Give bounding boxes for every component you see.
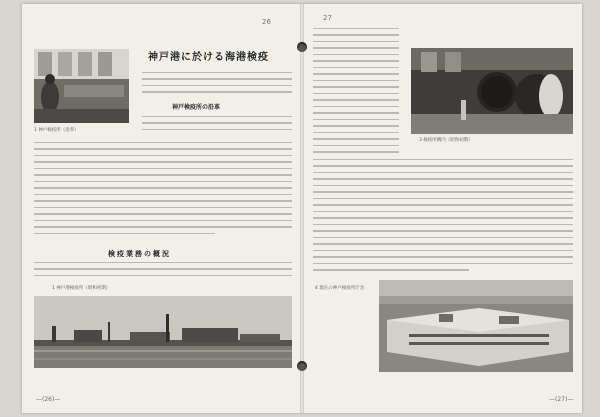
facility-interior-photo (411, 48, 573, 134)
subhead: 神戸検疫所の沿革 (172, 104, 221, 111)
footer-right: —(27)— (549, 396, 574, 403)
binder-hole-top (297, 42, 307, 52)
building-aerial-photo (379, 280, 573, 372)
binder-hole-bottom (297, 361, 307, 371)
section-title: 検疫業務の概況 (108, 250, 171, 258)
intro-text (142, 72, 292, 98)
photo1-caption: 1 神戸検疫所（沿革） (34, 128, 79, 133)
office-interior-photo (34, 49, 129, 123)
photo2-caption: 1 神戸港検疫所（昭和初期） (52, 286, 111, 291)
operations-text (34, 262, 292, 281)
page-number-right: 27 (323, 14, 332, 22)
harbor-photo (34, 296, 292, 368)
history-text (34, 142, 292, 239)
right-photo2-caption: 4 現在の神戸検疫所庁舎 (315, 286, 365, 291)
history-text-upper (142, 116, 292, 135)
right-photo1-caption: 3 検疫所構内（昭和初期） (419, 138, 473, 143)
article-title: 神戸港に於ける海港検疫 (148, 52, 269, 63)
footer-left: —(26)— (36, 396, 61, 403)
right-intro-text (313, 28, 399, 158)
document-spread (22, 4, 582, 413)
left-page (22, 4, 301, 413)
page-number-left: 26 (262, 18, 271, 26)
right-main-text (313, 159, 573, 276)
right-page (303, 4, 582, 413)
